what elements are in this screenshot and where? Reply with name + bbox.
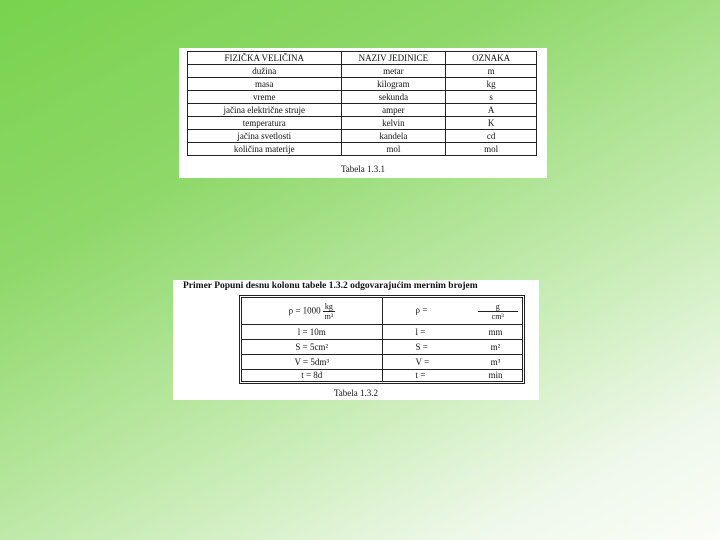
table-row <box>242 370 523 382</box>
answer-unit: m³ <box>490 357 501 367</box>
answer-cell <box>382 355 523 370</box>
table-row <box>188 130 537 143</box>
table-row <box>188 91 537 104</box>
cell-quantity: jačina električne struje <box>188 104 342 117</box>
si-units-table <box>187 51 537 156</box>
fraction-numerator: g <box>478 302 518 312</box>
table-row <box>188 78 537 91</box>
density-answer-prefix: ρ = <box>415 305 428 316</box>
column-header-unit-name: NAZIV JEDINICE <box>341 52 446 65</box>
cell-quantity: masa <box>188 78 342 91</box>
given-value-density <box>242 298 383 325</box>
table-row <box>242 325 523 340</box>
table-row <box>188 143 537 156</box>
cell-unit-name: kilogram <box>341 78 446 91</box>
cell-symbol: m <box>446 65 537 78</box>
cell-unit-name: mol <box>341 143 446 156</box>
si-units-card <box>179 48 547 178</box>
answer-quantity: V = <box>415 357 430 367</box>
table-row <box>188 117 537 130</box>
cell-unit-name: kandela <box>341 130 446 143</box>
answer-quantity: S = <box>415 342 428 352</box>
cell-unit-name: metar <box>341 65 446 78</box>
conversion-table <box>241 297 523 382</box>
table-caption: Tabela 1.3.1 <box>340 164 386 174</box>
density-answer-fraction <box>478 302 518 321</box>
answer-unit: m² <box>490 342 501 352</box>
density-given-fraction <box>323 302 335 321</box>
table-row <box>188 104 537 117</box>
cell-symbol: A <box>446 104 537 117</box>
cell-unit-name: sekunda <box>341 91 446 104</box>
column-header-quantity: FIZIČKA VELIČINA <box>188 52 342 65</box>
density-given-prefix: ρ = 1000 <box>288 305 321 316</box>
answer-unit: mm <box>488 327 503 337</box>
cell-symbol: cd <box>446 130 537 143</box>
cell-quantity: vreme <box>188 91 342 104</box>
cell-unit-name: amper <box>341 104 446 117</box>
table-row <box>242 340 523 355</box>
answer-quantity: l = <box>415 327 426 337</box>
cell-symbol: kg <box>446 78 537 91</box>
table-row <box>188 65 537 78</box>
cell-quantity: jačina svetlosti <box>188 130 342 143</box>
fraction-numerator: kg <box>324 301 333 311</box>
fraction-denominator: cm³ <box>491 311 504 321</box>
cell-unit-name: kelvin <box>341 117 446 130</box>
answer-cell <box>382 325 523 340</box>
conversion-table-frame <box>239 295 525 384</box>
exercise-heading: Primer Popuni desnu kolonu tabele 1.3.2 odgovarajućim mernim brojem <box>183 281 478 291</box>
answer-cell <box>382 370 523 382</box>
cell-quantity: temperatura <box>188 117 342 130</box>
cell-quantity: količina materije <box>188 143 342 156</box>
table-header-row <box>188 52 537 65</box>
cell-symbol: s <box>446 91 537 104</box>
table-caption: Tabela 1.3.2 <box>333 388 379 398</box>
given-value: S = 5cm² <box>242 340 383 355</box>
answer-quantity: t = <box>415 370 426 380</box>
given-value: t = 8d <box>242 370 383 382</box>
answer-cell <box>382 340 523 355</box>
fraction-denominator: m³ <box>324 311 334 321</box>
conversion-exercise-card <box>173 280 539 400</box>
answer-cell-density <box>382 298 523 325</box>
given-value: V = 5dm³ <box>242 355 383 370</box>
cell-symbol: K <box>446 117 537 130</box>
cell-quantity: dužina <box>188 65 342 78</box>
given-value: l = 10m <box>242 325 383 340</box>
table-row <box>242 355 523 370</box>
column-header-symbol: OZNAKA <box>446 52 537 65</box>
cell-symbol: mol <box>446 143 537 156</box>
table-row <box>242 298 523 325</box>
answer-unit: min <box>488 370 503 380</box>
